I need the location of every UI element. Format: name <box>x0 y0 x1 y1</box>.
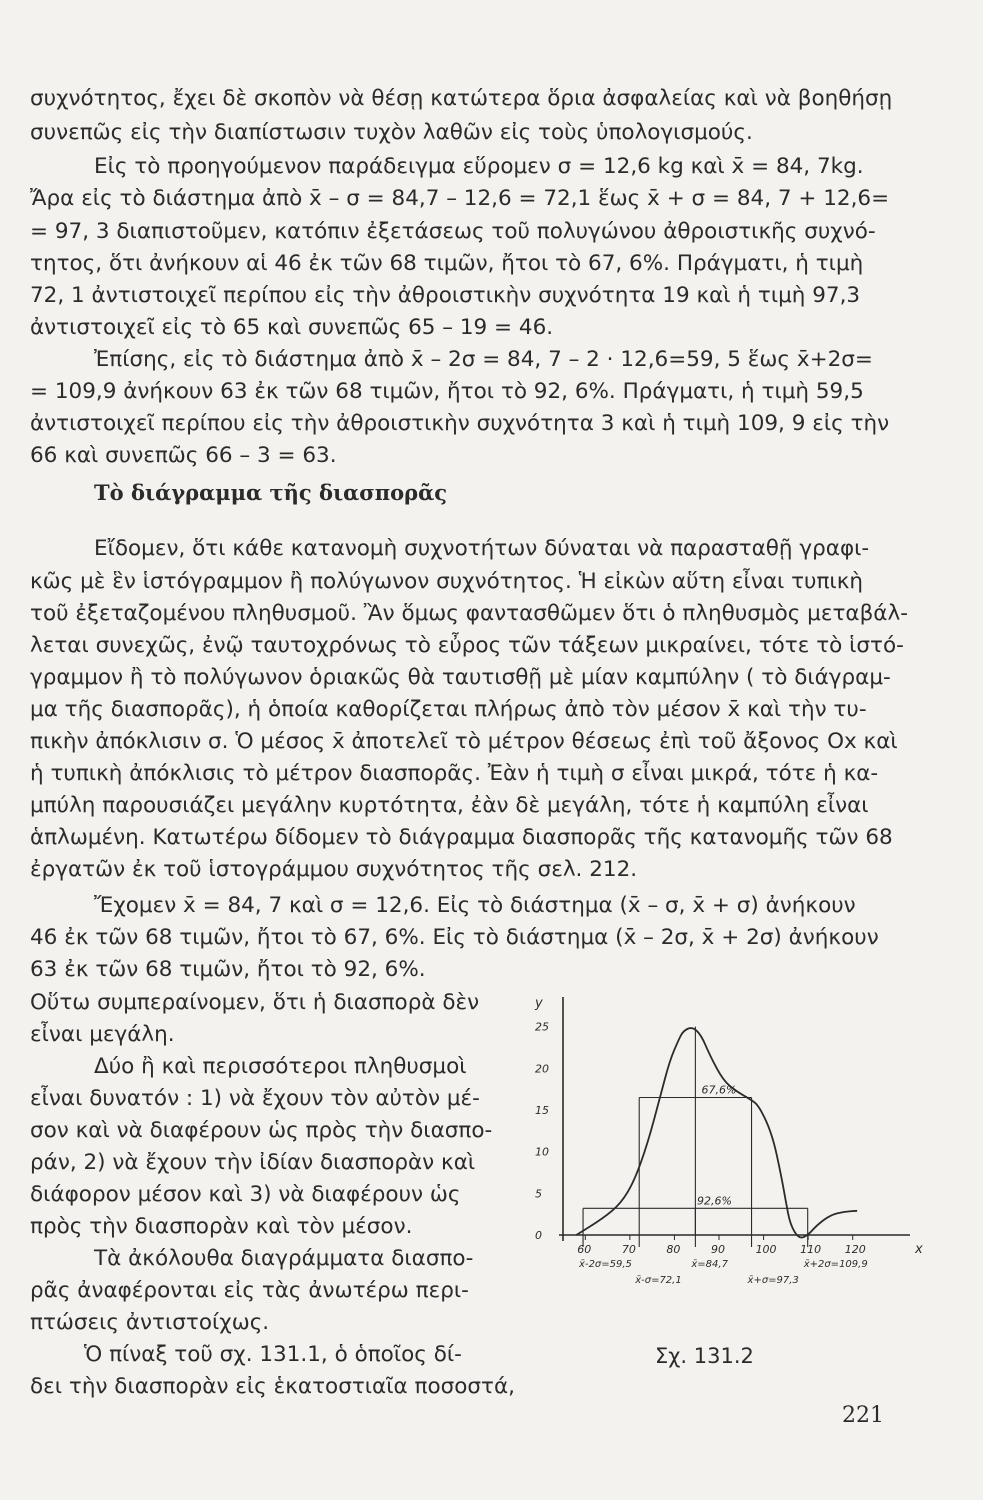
percentage-annotation: 67,6% <box>701 1083 737 1097</box>
interval-marker-label: x̄=84,7 <box>691 1259 728 1270</box>
text-line: δει τὴν διασπορὰν εἰς ἑκατοστιαῖα ποσοστά, <box>30 1374 515 1399</box>
text-line: Ὁ πίναξ τοῦ σχ. 131.1, ὁ ὁποῖος δί- <box>84 1342 462 1367</box>
section-heading: Τὸ διάγραμμα τῆς διασπορᾶς <box>94 480 448 505</box>
text-line: πρὸς τὴν διασπορὰν καὶ τὸν μέσον. <box>30 1214 413 1239</box>
text-line: συνεπῶς εἰς τὴν διαπίστωσιν τυχὸν λαθῶν εἰς τοὺς ὑπολογισμούς. <box>30 120 753 145</box>
dispersion-diagram <box>525 985 945 1330</box>
text-line: πτώσεις ἀντιστοίχως. <box>30 1310 270 1335</box>
interval-marker-label: x̄+2σ=109,9 <box>803 1259 868 1270</box>
y-axis-label: y <box>535 996 543 1011</box>
x-tick-label: 80 <box>666 1243 681 1256</box>
text-line: διάφορον μέσον καὶ 3) νὰ διαφέρουν ὡς <box>30 1182 461 1207</box>
interval-marker-label: x̄-2σ=59,5 <box>579 1259 632 1270</box>
y-tick-label: 5 <box>535 1187 542 1201</box>
text-line: μπύλη παρουσιάζει μεγάλην κυρτότητα, ἐὰν δὲ μεγάλη, τότε ἡ καμπύλη εἶναι <box>30 793 869 818</box>
x-axis-label: x <box>915 1242 923 1257</box>
text-line: σον καὶ νὰ διαφέρουν ὡς πρὸς τὴν διασπο- <box>30 1118 493 1143</box>
x-tick-label: 90 <box>711 1243 725 1256</box>
text-line: κῶς μὲ ἓν ἱστόγραμμον ἢ πολύγωνον συχνότητος. Ἡ εἰκὼν αὕτη εἶναι τυπικὴ <box>30 569 864 594</box>
y-tick-label: 15 <box>535 1104 549 1117</box>
text-line: συχνότητος, ἔχει δὲ σκοπὸν νὰ θέσῃ κατώτερα ὅρια ἀσφαλείας καὶ νὰ βοηθήσῃ <box>30 86 893 111</box>
text-line: = 97, 3 διαπιστοῦμεν, κατόπιν ἐξετάσεως τοῦ πολυγώνου ἀθροιστικῆς συχνό- <box>30 219 876 244</box>
text-line: Ἔχομεν x̄ = 84, 7 καὶ σ = 12,6. Εἰς τὸ διάστημα (x̄ – σ, x̄ + σ) ἀνήκουν <box>94 893 856 918</box>
text-line: ἐργατῶν ἐκ τοῦ ἱστογράμμου συχνότητος τῆς σελ. 212. <box>30 857 638 882</box>
x-tick-label: 100 <box>755 1243 777 1256</box>
text-line: ἡ τυπικὴ ἀπόκλισις τὸ μέτρον διασπορᾶς. Ἐὰν ἡ τιμὴ σ εἶναι μικρά, τότε ἡ κα- <box>30 761 879 786</box>
text-line: Ἐπίσης, εἰς τὸ διάστημα ἀπὸ x̄ – 2σ = 84, 7 – 2 · 12,6=59, 5 ἕως x̄+2σ= <box>94 347 873 372</box>
text-line: τοῦ ἐξεταζομένου πληθυσμοῦ. Ἂν ὅμως φαντασθῶμεν ὅτι ὁ πληθυσμὸς μεταβάλ- <box>30 601 908 626</box>
text-line: λεται συνεχῶς, ἐνῷ ταυτοχρόνως τὸ εὖρος τῶν τάξεων μικραίνει, τότε τὸ ἱστό- <box>30 633 904 658</box>
x-tick-label: 110 <box>800 1243 822 1256</box>
text-line: = 109,9 ἀνήκουν 63 ἐκ τῶν 68 τιμῶν, ἤτοι τὸ 92, 6%. Πράγματι, ἡ τιμὴ 59,5 <box>30 379 864 404</box>
x-tick-label: 60 <box>577 1243 592 1256</box>
x-tick-label: 70 <box>621 1243 636 1256</box>
text-line: μα τῆς διασπορᾶς), ἡ ὁποία καθορίζεται πλήρως ἀπὸ τὸν μέσον x̄ καὶ τὴν τυ- <box>30 697 867 722</box>
y-tick-label: 0 <box>535 1229 542 1242</box>
text-line: εἶναι δυνατόν : 1) νὰ ἔχουν τὸν αὐτὸν μέ- <box>30 1086 480 1111</box>
text-line: Οὕτω συμπεραίνομεν, ὅτι ἡ διασπορὰ δὲν <box>30 990 480 1015</box>
text-line: Εἰς τὸ προηγούμενον παράδειγμα εὕρομεν σ = 12,6 kg καὶ x̄ = 84, 7kg. <box>94 154 864 179</box>
y-tick-label: 25 <box>535 1020 549 1034</box>
text-line: Τὰ ἀκόλουθα διαγράμματα διασπο- <box>94 1246 474 1271</box>
text-line: πικὴν ἀπόκλισιν σ. Ὁ μέσος x̄ ἀποτελεῖ τὸ μέτρον θέσεως ἐπὶ τοῦ ἄξονος Ox καὶ <box>30 729 898 754</box>
page-number: 221 <box>842 1403 884 1428</box>
text-line: ράν, 2) νὰ ἔχουν τὴν ἰδίαν διασπορὰν καὶ <box>30 1150 476 1175</box>
text-line: ἁπλωμένη. Κατωτέρω δίδομεν τὸ διάγραμμα διασπορᾶς τῆς κατανομῆς τῶν 68 <box>30 825 893 850</box>
text-line: ἀντιστοιχεῖ εἰς τὸ 65 καὶ συνεπῶς 65 – 19 = 46. <box>30 315 554 340</box>
text-line: 72, 1 ἀντιστοιχεῖ περίπου εἰς τὴν ἀθροιστικὴν συχνότητα 19 καὶ ἡ τιμὴ 97,3 <box>30 283 861 308</box>
interval-marker-label: x̄-σ=72,1 <box>635 1275 682 1286</box>
text-line: γραμμον ἢ τὸ πολύγωνον ὁριακῶς θὰ ταυτισθῇ μὲ μίαν καμπύλην ( τὸ διάγραμ- <box>30 665 891 690</box>
text-line: εἶναι μεγάλη. <box>30 1022 175 1047</box>
text-line: Εἴδομεν, ὅτι κάθε κατανομὴ συχνοτήτων δύναται νὰ παρασταθῇ γραφι- <box>94 536 870 561</box>
text-line: Ἄρα εἰς τὸ διάστημα ἀπὸ x̄ – σ = 84,7 – 12,6 = 72,1 ἕως x̄ + σ = 84, 7 + 12,6= <box>30 186 890 211</box>
text-line: ρᾶς ἀναφέρονται εἰς τὰς ἀνωτέρω περι- <box>30 1278 469 1303</box>
text-line: 46 ἐκ τῶν 68 τιμῶν, ἤτοι τὸ 67, 6%. Εἰς τὸ διάστημα (x̄ – 2σ, x̄ + 2σ) ἀνήκουν <box>30 925 879 950</box>
text-line: Δύο ἢ καὶ περισσότεροι πληθυσμοὶ <box>94 1054 467 1079</box>
text-line: ἀντιστοιχεῖ περίπου εἰς τὴν ἀθροιστικὴν συχνότητα 3 καὶ ἡ τιμὴ 109, 9 εἰς τὴν <box>30 411 890 436</box>
text-line: 63 ἐκ τῶν 68 τιμῶν, ἤτοι τὸ 92, 6%. <box>30 957 426 982</box>
percentage-annotation: 92,6% <box>697 1194 732 1208</box>
y-tick-label: 10 <box>535 1145 549 1159</box>
text-line: 66 καὶ συνεπῶς 66 – 3 = 63. <box>30 443 337 468</box>
figure-caption: Σχ. 131.2 <box>655 1344 754 1368</box>
interval-marker-label: x̄+σ=97,3 <box>747 1275 799 1286</box>
text-line: τητος, ὅτι ἀνήκουν αἱ 46 ἐκ τῶν 68 τιμῶν, ἤτοι τὸ 67, 6%. Πράγματι, ἡ τιμὴ <box>30 251 864 276</box>
x-tick-label: 120 <box>844 1243 866 1256</box>
y-tick-label: 20 <box>535 1062 549 1076</box>
